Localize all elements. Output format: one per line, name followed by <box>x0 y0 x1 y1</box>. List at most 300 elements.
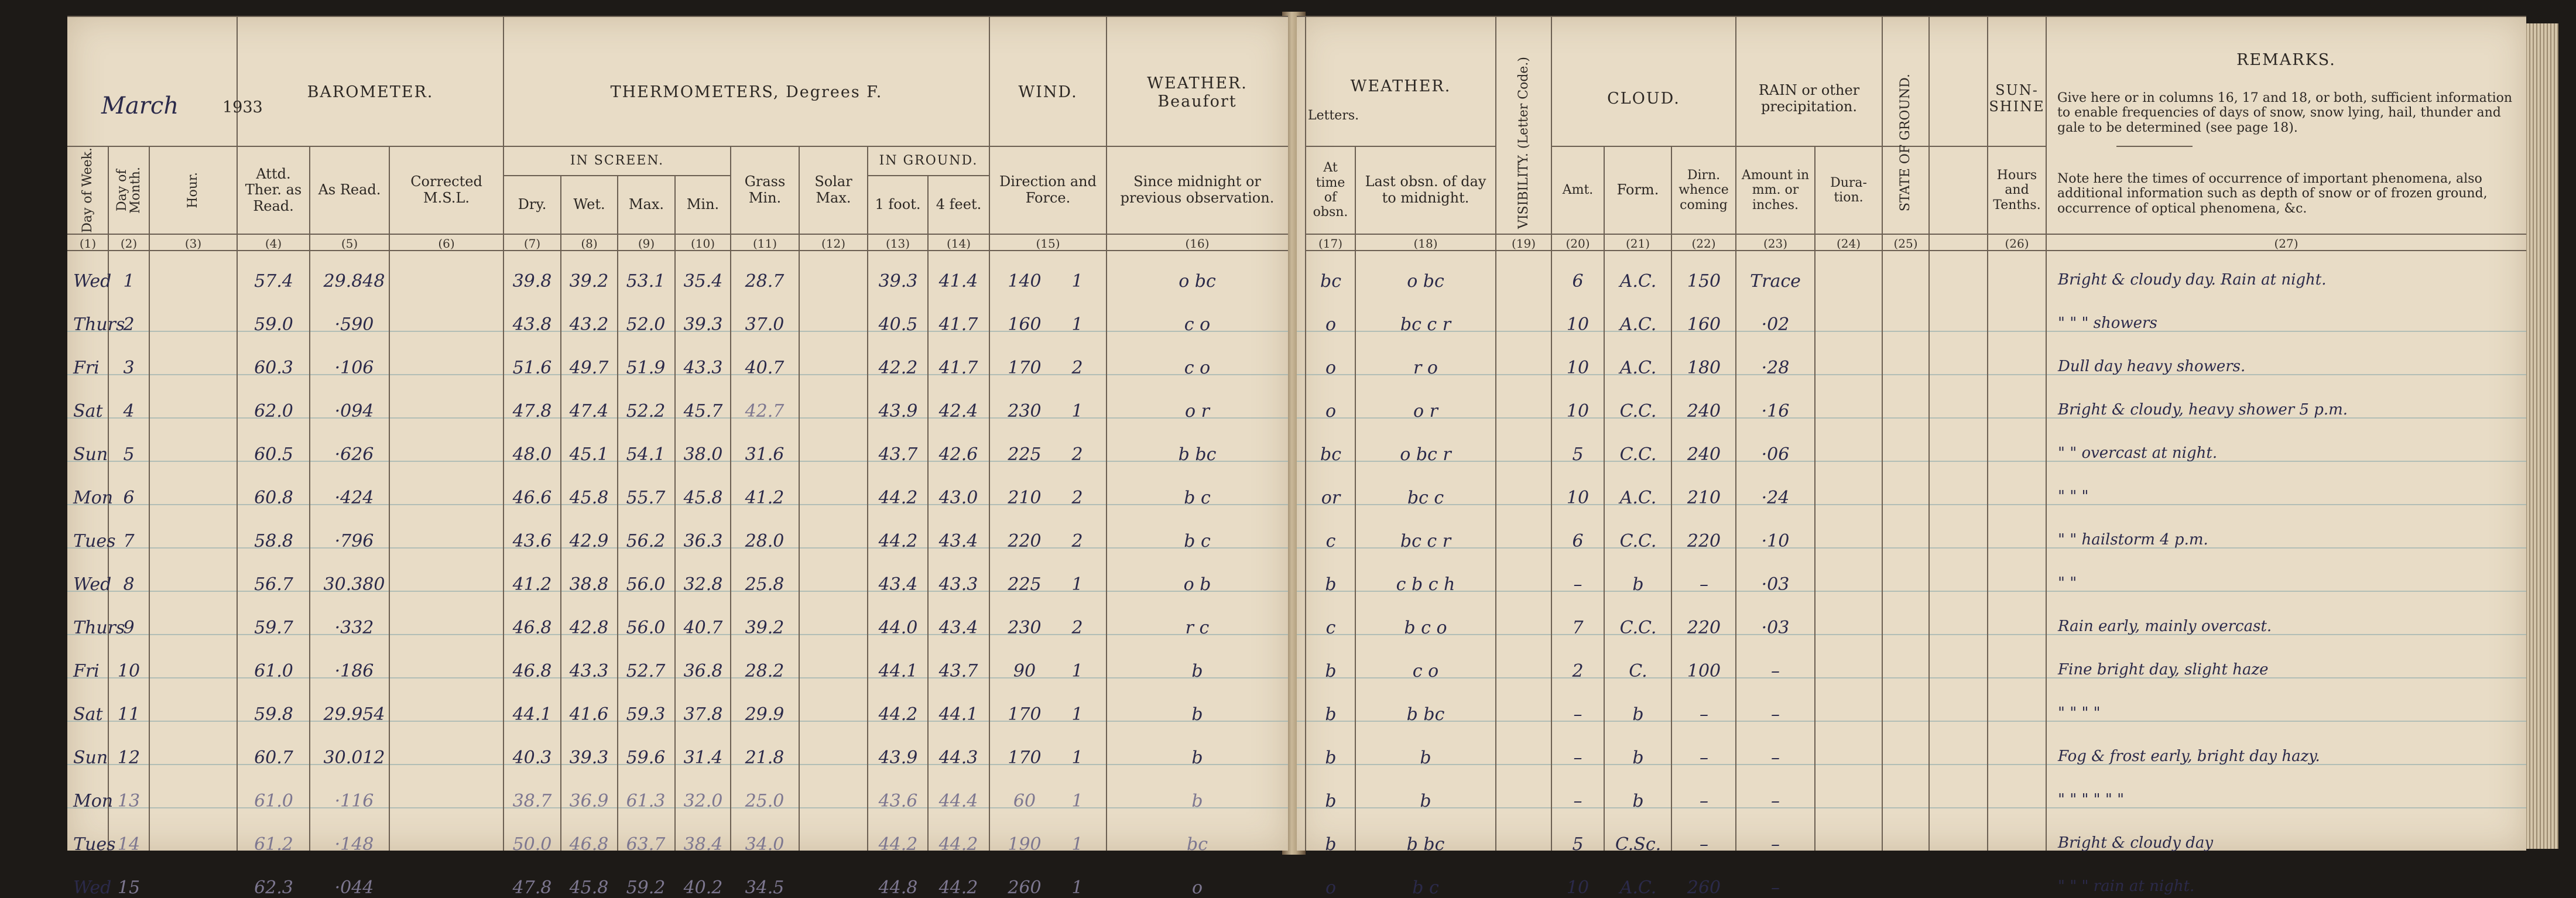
remark-cell: Bright & cloudy, heavy shower 5 p.m. <box>2058 401 2348 419</box>
wet-cell: 47.4 <box>569 401 609 421</box>
weather-beaufort-header: WEATHER. Beaufort <box>1147 74 1248 111</box>
cloud-amount-cell: – <box>1573 748 1582 768</box>
attd-ther-cell: 62.0 <box>254 401 293 421</box>
day-of-week-cell: Wed <box>73 574 112 595</box>
ground-4ft-cell: 43.0 <box>938 488 978 508</box>
beaufort-weather-cell: o bc <box>1179 271 1216 292</box>
right-col-number: (27) <box>2274 237 2298 251</box>
wind-direction-cell: 90 <box>1013 661 1036 681</box>
day-of-month-cell: 15 <box>117 878 141 898</box>
cloud-direction-cell: – <box>1700 574 1708 595</box>
wind-force-cell: 1 <box>1071 834 1083 855</box>
day-of-month-cell: 8 <box>123 574 135 595</box>
ground-1ft-cell: 44.1 <box>878 661 918 681</box>
remark-cell: Bright & cloudy day <box>2058 834 2214 852</box>
rain-amount-cell: – <box>1771 834 1780 855</box>
visibility-header: VISIBILITY. (Letter Code.) <box>1516 56 1531 229</box>
min-cell: 38.4 <box>683 834 723 855</box>
max-cell: 52.0 <box>626 314 666 335</box>
dry-cell: 50.0 <box>512 834 552 855</box>
weather-at-time-cell: b <box>1325 574 1337 595</box>
cloud-direction-cell: 240 <box>1687 401 1721 421</box>
right-col-number: (22) <box>1691 237 1716 251</box>
grass-min-cell: 29.9 <box>745 704 785 725</box>
cloud-form-cell: b <box>1632 574 1644 595</box>
cloud-direction-cell: 220 <box>1687 618 1721 638</box>
weather-at-time-cell: o <box>1325 358 1337 378</box>
attd-ther-cell: 59.8 <box>254 704 293 725</box>
wind-direction-cell: 210 <box>1008 488 1042 508</box>
day-of-week-cell: Sun <box>73 748 108 768</box>
as-read-cell: ·626 <box>334 444 374 465</box>
max-cell: 59.6 <box>626 748 666 768</box>
as-read-cell: ·796 <box>334 531 374 551</box>
cloud-form-cell: b <box>1632 791 1644 811</box>
weather-at-time-cell: c <box>1325 531 1336 551</box>
day-of-month-cell: 12 <box>117 748 141 768</box>
dry-cell: 46.6 <box>512 488 552 508</box>
form-header: Form. <box>1616 181 1659 198</box>
left-col-number: (11) <box>752 237 777 251</box>
cloud-amount-cell: – <box>1573 574 1582 595</box>
cloud-form-cell: C.C. <box>1619 531 1657 551</box>
weather-at-time-cell: o <box>1325 314 1337 335</box>
max-cell: 59.3 <box>626 704 666 725</box>
ground-1ft-cell: 44.2 <box>878 834 918 855</box>
ground-1ft-cell: 44.0 <box>878 618 918 638</box>
rain-amount-cell: ·24 <box>1761 488 1790 508</box>
ground-4ft-cell: 41.4 <box>938 271 978 292</box>
weather-at-time-cell: o <box>1325 878 1337 898</box>
ground-1ft-cell: 42.2 <box>878 358 918 378</box>
min-cell: 40.2 <box>683 878 723 898</box>
grass-min-cell: 28.2 <box>745 661 785 681</box>
wind-direction-cell: 230 <box>1008 618 1042 638</box>
wind-direction-cell: 60 <box>1013 791 1036 811</box>
weather-last-obsn-cell: bc c <box>1407 488 1444 508</box>
wind-force-cell: 1 <box>1071 401 1083 421</box>
wet-cell: 38.8 <box>569 574 609 595</box>
duration-header: Dura- tion. <box>1830 175 1867 205</box>
grass-min-cell: 40.7 <box>745 358 785 378</box>
weather-at-time-cell: c <box>1325 618 1336 638</box>
cloud-amount-cell: 5 <box>1572 444 1584 465</box>
min-cell: 38.0 <box>683 444 723 465</box>
grass-min-cell: 42.7 <box>745 401 785 421</box>
right-col-number: (20) <box>1566 237 1590 251</box>
direction-force-header: Direction and Force. <box>999 173 1097 206</box>
min-cell: 45.8 <box>683 488 723 508</box>
left-col-number: (15) <box>1036 237 1060 251</box>
wet-cell: 39.3 <box>569 748 609 768</box>
max-cell: 61.3 <box>626 791 666 811</box>
cloud-form-cell: C. <box>1629 661 1647 681</box>
ground-1ft-cell: 44.2 <box>878 488 918 508</box>
wind-force-cell: 1 <box>1071 878 1083 898</box>
rain-amount-cell: ·03 <box>1761 574 1790 595</box>
wet-cell: 45.8 <box>569 878 609 898</box>
day-of-week-cell: Sat <box>73 401 103 421</box>
left-col-number: (16) <box>1185 237 1210 251</box>
cloud-direction-cell: – <box>1700 748 1708 768</box>
day-of-week-cell: Fri <box>73 358 100 378</box>
wind-force-cell: 1 <box>1071 704 1083 725</box>
wind-force-cell: 1 <box>1071 748 1083 768</box>
beaufort-weather-cell: b c <box>1184 488 1211 508</box>
beaufort-weather-cell: r c <box>1185 618 1210 638</box>
wet-header: Wet. <box>573 196 605 213</box>
as-read-cell: ·590 <box>334 314 374 335</box>
attd-ther-cell: 60.5 <box>254 444 293 465</box>
day-of-month-cell: 11 <box>117 704 141 725</box>
cloud-direction-cell: 210 <box>1687 488 1721 508</box>
rain-amount-cell: Trace <box>1750 271 1801 292</box>
cloud-direction-cell: 180 <box>1687 358 1721 378</box>
grass-min-header: Grass Min. <box>744 173 786 206</box>
attd-ther-header: Attd. Ther. as Read. <box>245 165 302 214</box>
wind-direction-cell: 140 <box>1008 271 1042 292</box>
weather-last-obsn-cell: b <box>1420 748 1431 768</box>
grass-min-cell: 31.6 <box>745 444 785 465</box>
min-cell: 37.8 <box>683 704 723 725</box>
day-of-week-cell: Tues <box>73 531 116 551</box>
cloud-form-cell: C.C. <box>1619 618 1657 638</box>
max-cell: 52.2 <box>626 401 666 421</box>
cloud-amount-cell: 7 <box>1572 618 1584 638</box>
weather-last-obsn-cell: bc c r <box>1400 314 1451 335</box>
ground-4ft-cell: 44.3 <box>938 748 978 768</box>
grass-min-cell: 28.0 <box>745 531 785 551</box>
left-col-number: (10) <box>690 237 715 251</box>
rain-amount-cell: ·02 <box>1761 314 1790 335</box>
grass-min-cell: 21.8 <box>745 748 785 768</box>
weather-at-time-cell: or <box>1321 488 1341 508</box>
right-col-number: (18) <box>1413 237 1438 251</box>
year-title: 1933 <box>222 98 263 116</box>
right-col-number: (19) <box>1511 237 1536 251</box>
min-cell: 36.3 <box>683 531 723 551</box>
cloud-amount-cell: 10 <box>1566 401 1590 421</box>
min-cell: 45.7 <box>683 401 723 421</box>
rain-amount-cell: – <box>1771 748 1780 768</box>
wet-cell: 43.2 <box>569 314 609 335</box>
ground-4ft-cell: 44.2 <box>938 834 978 855</box>
corrected-msl-header: Corrected M.S.L. <box>410 173 482 206</box>
left-col-number: (1) <box>79 237 97 251</box>
min-cell: 40.7 <box>683 618 723 638</box>
since-midnight-header: Since midnight or previous observation. <box>1120 173 1275 206</box>
beaufort-weather-cell: b <box>1191 748 1203 768</box>
ground-1ft-cell: 44.8 <box>878 878 918 898</box>
attd-ther-cell: 59.7 <box>254 618 293 638</box>
wet-cell: 36.9 <box>569 791 609 811</box>
wind-direction-cell: 160 <box>1008 314 1042 335</box>
remark-cell: Rain early, mainly overcast. <box>2058 618 2272 635</box>
day-of-week-cell: Wed <box>73 878 112 898</box>
remark-cell: " " " " <box>2058 704 2101 722</box>
four-feet-header: 4 feet. <box>936 196 982 213</box>
rain-amount-cell: – <box>1771 878 1780 898</box>
day-of-month-cell: 6 <box>123 488 135 508</box>
grass-min-cell: 28.7 <box>745 271 785 292</box>
remarks-instructions-1: Give here or in columns 16, 17 and 18, or both, sufficient information to enable frequencies of days of snow, snow lying, hail, thunder and gale to be determined (see page 18). <box>2057 91 2513 135</box>
weather-at-time-cell: b <box>1325 661 1337 681</box>
ground-1ft-cell: 43.4 <box>878 574 918 595</box>
cloud-direction-cell: – <box>1700 704 1708 725</box>
right-col-number: (24) <box>1836 237 1861 251</box>
rain-header: RAIN or other precipitation. <box>1758 82 1860 115</box>
wind-direction-cell: 225 <box>1008 444 1042 465</box>
weather-last-obsn-cell: b <box>1420 791 1431 811</box>
remark-cell: " " hailstorm 4 p.m. <box>2058 531 2208 549</box>
at-time-header: At time of obsn. <box>1313 160 1348 220</box>
day-of-month-cell: 13 <box>117 791 141 811</box>
weather-last-obsn-cell: b bc <box>1406 704 1445 725</box>
weather-last-obsn-cell: b c o <box>1404 618 1447 638</box>
remark-cell: " " " rain at night. <box>2058 878 2195 895</box>
weather-at-time-cell: b <box>1325 704 1337 725</box>
cloud-header: CLOUD. <box>1607 90 1680 108</box>
cloud-direction-cell: 220 <box>1687 531 1721 551</box>
cloud-form-cell: b <box>1632 748 1644 768</box>
dry-cell: 46.8 <box>512 618 552 638</box>
as-read-cell: ·044 <box>334 878 374 898</box>
day-of-month-cell: 5 <box>123 444 135 465</box>
day-of-month-cell: 3 <box>123 358 135 378</box>
page-edges <box>2523 23 2558 849</box>
wind-force-cell: 2 <box>1071 358 1083 378</box>
as-read-cell: ·148 <box>334 834 374 855</box>
ground-4ft-cell: 41.7 <box>938 358 978 378</box>
min-cell: 39.3 <box>683 314 723 335</box>
remark-cell: " " " <box>2058 488 2089 505</box>
day-of-month-cell: 14 <box>117 834 141 855</box>
beaufort-weather-cell: b <box>1191 704 1203 725</box>
dry-cell: 43.6 <box>512 531 552 551</box>
max-cell: 56.0 <box>626 618 666 638</box>
day-of-month-cell: 4 <box>123 401 135 421</box>
cloud-direction-cell: – <box>1700 834 1708 855</box>
remark-cell: Fine bright day, slight haze <box>2058 661 2269 678</box>
as-read-header: As Read. <box>318 181 381 198</box>
ground-1ft-cell: 43.6 <box>878 791 918 811</box>
day-of-week-cell: Thurs <box>73 314 125 335</box>
rain-amount-cell: ·03 <box>1761 618 1790 638</box>
cloud-amount-cell: 6 <box>1572 531 1584 551</box>
left-col-number: (7) <box>523 237 541 251</box>
grass-min-cell: 25.8 <box>745 574 785 595</box>
ground-4ft-cell: 42.4 <box>938 401 978 421</box>
wind-direction-cell: 230 <box>1008 401 1042 421</box>
attd-ther-cell: 62.3 <box>254 878 293 898</box>
ground-4ft-cell: 41.7 <box>938 314 978 335</box>
weather-last-obsn-cell: b bc <box>1406 834 1445 855</box>
wind-force-cell: 2 <box>1071 531 1083 551</box>
dry-cell: 40.3 <box>512 748 552 768</box>
wind-force-cell: 2 <box>1071 618 1083 638</box>
grass-min-cell: 34.5 <box>745 878 785 898</box>
min-cell: 36.8 <box>683 661 723 681</box>
cloud-amount-cell: 10 <box>1566 878 1590 898</box>
cloud-amount-cell: – <box>1573 704 1582 725</box>
beaufort-weather-cell: b c <box>1184 531 1211 551</box>
left-col-number: (13) <box>885 237 910 251</box>
attd-ther-cell: 60.8 <box>254 488 293 508</box>
cloud-form-cell: C.Sc. <box>1615 834 1662 855</box>
left-col-number: (2) <box>120 237 138 251</box>
cloud-amount-cell: 10 <box>1566 358 1590 378</box>
beaufort-weather-cell: b <box>1191 661 1203 681</box>
sunshine-header: SUN- SHINE <box>1989 82 2045 115</box>
hours-tenths-header: Hours and Tenths. <box>1993 168 2041 212</box>
cloud-amount-cell: 10 <box>1566 314 1590 335</box>
beaufort-weather-cell: b <box>1191 791 1203 811</box>
wet-cell: 39.2 <box>569 271 609 292</box>
as-read-cell: 30.380 <box>323 574 385 595</box>
dry-cell: 39.8 <box>512 271 552 292</box>
attd-ther-cell: 58.8 <box>254 531 293 551</box>
ground-1ft-cell: 40.5 <box>878 314 918 335</box>
right-col-number: (26) <box>2005 237 2029 251</box>
max-cell: 56.2 <box>626 531 666 551</box>
weather-letters-header: WEATHER. <box>1350 77 1451 96</box>
thermometers-header: THERMOMETERS, Degrees F. <box>610 83 883 102</box>
max-cell: 51.9 <box>626 358 666 378</box>
day-of-week-cell: Sun <box>73 444 108 465</box>
ground-4ft-cell: 43.4 <box>938 531 978 551</box>
rain-amount-cell: ·06 <box>1761 444 1790 465</box>
wet-cell: 45.1 <box>569 444 609 465</box>
ground-4ft-cell: 43.3 <box>938 574 978 595</box>
remark-cell: " " <box>2058 574 2077 592</box>
weather-last-obsn-cell: o bc r <box>1400 444 1451 465</box>
beaufort-weather-cell: o r <box>1185 401 1210 421</box>
day-of-week-header: Day of Week. <box>80 148 95 233</box>
as-read-cell: 29.848 <box>323 271 385 292</box>
min-cell: 32.0 <box>683 791 723 811</box>
wind-direction-cell: 170 <box>1008 358 1042 378</box>
max-cell: 52.7 <box>626 661 666 681</box>
remark-cell: " " overcast at night. <box>2058 444 2218 462</box>
attd-ther-cell: 57.4 <box>254 271 293 292</box>
grass-min-cell: 41.2 <box>745 488 785 508</box>
beaufort-weather-cell: o b <box>1183 574 1211 595</box>
wind-direction-cell: 220 <box>1008 531 1042 551</box>
rain-amount-cell: – <box>1771 661 1780 681</box>
remark-cell: Bright & cloudy day. Rain at night. <box>2058 271 2327 289</box>
cloud-form-cell: A.C. <box>1619 488 1657 508</box>
weather-at-time-cell: b <box>1325 748 1337 768</box>
wind-force-cell: 1 <box>1071 574 1083 595</box>
left-col-number: (9) <box>638 237 655 251</box>
solar-max-header: Solar Max. <box>814 173 852 206</box>
wind-force-cell: 1 <box>1071 791 1083 811</box>
max-cell: 56.0 <box>626 574 666 595</box>
cloud-direction-cell: – <box>1700 791 1708 811</box>
weather-last-obsn-cell: o r <box>1413 401 1438 421</box>
min-cell: 35.4 <box>683 271 723 292</box>
attd-ther-cell: 61.0 <box>254 791 293 811</box>
min-header: Min. <box>686 196 720 213</box>
weather-at-time-cell: bc <box>1320 271 1341 292</box>
wind-direction-cell: 190 <box>1008 834 1042 855</box>
as-read-cell: ·106 <box>334 358 374 378</box>
max-cell: 63.7 <box>626 834 666 855</box>
beaufort-weather-cell: c o <box>1184 314 1211 335</box>
dry-cell: 41.2 <box>512 574 552 595</box>
day-of-week-cell: Tues <box>73 834 116 855</box>
as-read-cell: ·424 <box>334 488 374 508</box>
left-col-number: (6) <box>438 237 455 251</box>
remark-cell: Dull day heavy showers. <box>2058 358 2246 375</box>
right-col-number: (21) <box>1625 237 1650 251</box>
beaufort-weather-cell: c o <box>1184 358 1211 378</box>
weather-at-time-cell: b <box>1325 791 1337 811</box>
wet-cell: 49.7 <box>569 358 609 378</box>
day-of-week-cell: Mon <box>73 791 114 811</box>
left-col-number: (5) <box>341 237 358 251</box>
cloud-form-cell: C.C. <box>1619 444 1657 465</box>
ground-4ft-cell: 43.4 <box>938 618 978 638</box>
ground-1ft-cell: 43.9 <box>878 401 918 421</box>
weather-at-time-cell: o <box>1325 401 1337 421</box>
wind-force-cell: 2 <box>1071 488 1083 508</box>
day-of-week-cell: Fri <box>73 661 100 681</box>
cloud-direction-cell: 160 <box>1687 314 1721 335</box>
wet-cell: 42.8 <box>569 618 609 638</box>
ground-1ft-cell: 43.7 <box>878 444 918 465</box>
weather-last-obsn-cell: b c <box>1412 878 1439 898</box>
wet-cell: 43.3 <box>569 661 609 681</box>
left-col-number: (4) <box>265 237 282 251</box>
day-of-month-cell: 1 <box>123 271 135 292</box>
cloud-amount-cell: – <box>1573 791 1582 811</box>
cloud-form-cell: A.C. <box>1619 878 1657 898</box>
dry-cell: 44.1 <box>512 704 552 725</box>
attd-ther-cell: 59.0 <box>254 314 293 335</box>
day-of-month-header: Day of Month. <box>114 167 143 214</box>
day-of-month-cell: 9 <box>123 618 135 638</box>
dry-cell: 43.8 <box>512 314 552 335</box>
wind-force-cell: 1 <box>1071 314 1083 335</box>
dirn-header: Dirn. whence coming <box>1678 168 1729 212</box>
grass-min-cell: 37.0 <box>745 314 785 335</box>
weather-last-obsn-cell: r o <box>1413 358 1438 378</box>
remark-cell: " " " showers <box>2058 314 2157 332</box>
right-col-number: (25) <box>1893 237 1918 251</box>
state-of-ground-header: STATE OF GROUND. <box>1898 74 1913 212</box>
grass-min-cell: 25.0 <box>745 791 785 811</box>
as-read-cell: ·116 <box>334 791 374 811</box>
max-cell: 59.2 <box>626 878 666 898</box>
ground-1ft-cell: 39.3 <box>878 271 918 292</box>
rain-amount-cell: – <box>1771 791 1780 811</box>
rain-amount-cell: ·10 <box>1761 531 1790 551</box>
wind-direction-cell: 225 <box>1008 574 1042 595</box>
wet-cell: 42.9 <box>569 531 609 551</box>
beaufort-weather-cell: b bc <box>1178 444 1217 465</box>
cloud-amount-cell: 6 <box>1572 271 1584 292</box>
cloud-form-cell: b <box>1632 704 1644 725</box>
right-page <box>1297 16 2526 898</box>
as-read-cell: 30.012 <box>323 748 385 768</box>
attd-ther-cell: 56.7 <box>254 574 293 595</box>
weather-at-time-cell: bc <box>1320 444 1341 465</box>
left-col-number: (3) <box>184 237 202 251</box>
remark-cell: " " " " " " <box>2058 791 2125 808</box>
ground-4ft-cell: 44.1 <box>938 704 978 725</box>
cloud-form-cell: A.C. <box>1619 358 1657 378</box>
